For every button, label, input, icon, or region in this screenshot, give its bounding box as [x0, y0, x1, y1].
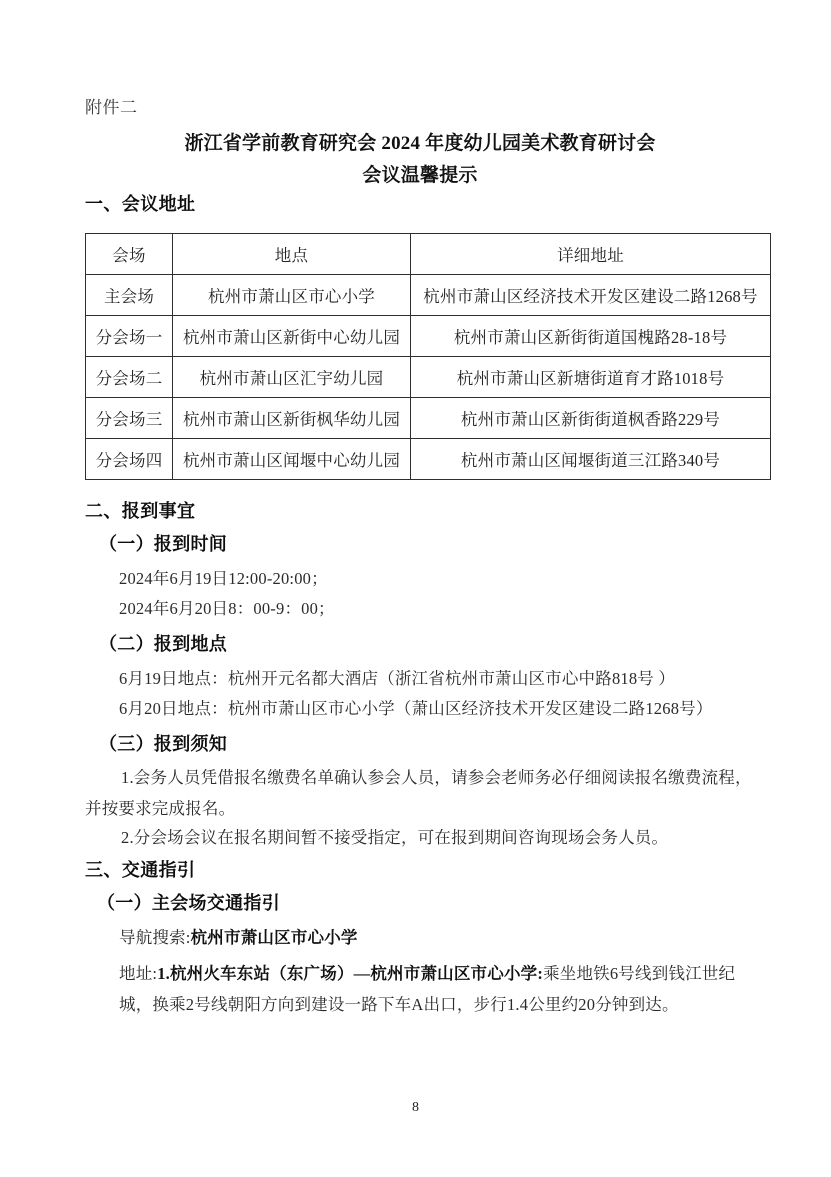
navigation-search-line: [85, 923, 757, 953]
table-cell-location: 杭州市萧山区汇宇幼儿园: [173, 357, 411, 398]
table-cell-address: 杭州市萧山区新塘街道育才路1018号: [411, 357, 771, 398]
attachment-label: 附件二: [85, 98, 138, 117]
table-cell-address: 杭州市萧山区经济技术开发区建设二路1268号: [411, 275, 771, 316]
table-cell-address: 杭州市萧山区闻堰街道三江路340号: [411, 439, 771, 480]
document-title-line2: 会议温馨提示: [362, 165, 478, 186]
navigation-search-value: 杭州市萧山区市心小学: [190, 928, 358, 947]
section-heading-venue: 一、会议地址: [85, 194, 196, 214]
table-cell-venue: 分会场一: [86, 316, 173, 357]
table-cell-address: 杭州市萧山区新街街道国槐路28-18号: [411, 316, 771, 357]
page-number: 8: [412, 1100, 419, 1115]
table-cell-location: 杭州市萧山区新街枫华幼儿园: [173, 398, 411, 439]
venue-table-body: [86, 234, 771, 480]
table-row: [86, 398, 771, 439]
table-cell-address: 杭州市萧山区新街街道枫香路229号: [411, 398, 771, 439]
table-cell-venue: 分会场四: [86, 439, 173, 480]
table-cell-location: 杭州市萧山区闻堰中心幼儿园: [173, 439, 411, 480]
registration-time-line1: 2024年6月19日12:00-20:00；: [119, 569, 328, 588]
subsection-heading-registration-time: （一）报到时间: [99, 534, 228, 554]
subsection-heading-registration-place: （二）报到地点: [99, 634, 228, 654]
route-address-bold: 1.杭州火车东站（东广场）—杭州市萧山区市心小学:: [157, 964, 544, 983]
route-address-block: [85, 958, 757, 1020]
table-cell-location: 杭州市萧山区新街中心幼儿园: [173, 316, 411, 357]
venue-address-table: [85, 233, 771, 480]
registration-note-item1: 1.会务人员凭借报名缴费名单确认参会人员，请参会老师务必仔细阅读报名缴费流程，并按要求完成报名。: [85, 768, 752, 818]
table-row: [86, 357, 771, 398]
subsection-heading-registration-notes: （三）报到须知: [99, 734, 228, 754]
navigation-search-label: 导航搜索:: [119, 928, 191, 947]
table-header-cell-address: 详细地址: [411, 234, 771, 275]
registration-place-line1: 6月19日地点：杭州开元名都大酒店（浙江省杭州市萧山区市心中路818号 ）: [119, 669, 676, 688]
registration-place-line2: 6月20日地点：杭州市萧山区市心小学（萧山区经济技术开发区建设二路1268号）: [119, 699, 713, 718]
route-address-detail: 乘坐地铁6号线到钱江世纪城，换乘2号线朝阳方向到建设一路下车A出口，步行1.4公里约20分钟到达。: [119, 964, 736, 1014]
table-cell-venue: 分会场三: [86, 398, 173, 439]
table-cell-venue: 主会场: [86, 275, 173, 316]
registration-note-item2: 2.分会场会议在报名期间暂不接受指定，可在报到期间咨询现场会务人员。: [121, 828, 669, 847]
table-row: [86, 275, 771, 316]
table-header-cell-location: 地点: [173, 234, 411, 275]
section-heading-transport: 三、交通指引: [85, 860, 196, 880]
table-header-row: [86, 234, 771, 275]
route-address-label: 地址:: [119, 964, 158, 983]
document-title-line1: 浙江省学前教育研究会 2024 年度幼儿园美术教育研讨会: [184, 133, 656, 154]
table-row: [86, 439, 771, 480]
table-row: [86, 316, 771, 357]
table-header-cell-venue: 会场: [86, 234, 173, 275]
table-cell-location: 杭州市萧山区市心小学: [173, 275, 411, 316]
table-cell-venue: 分会场二: [86, 357, 173, 398]
subsection-heading-main-venue-transport: （一）主会场交通指引: [97, 893, 280, 913]
registration-time-line2: 2024年6月20日8：00-9：00；: [119, 599, 335, 618]
section-heading-registration: 二、报到事宜: [85, 501, 196, 521]
